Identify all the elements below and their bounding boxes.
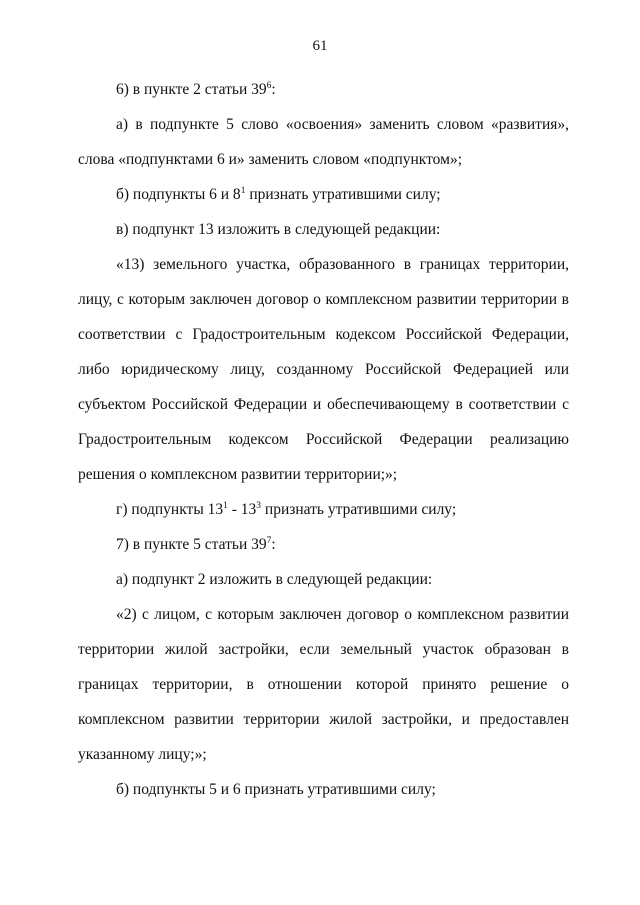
item-6b-paragraph: б) подпункты 6 и $8^1$ признать утратившими силу; [116, 186, 441, 203]
page-number: 61 [312, 38, 328, 54]
document-body [78, 72, 569, 807]
item-6-heading: 6) в пункте 2 статьи $39^6$: [116, 81, 276, 98]
item-7a-paragraph: а) подпункт 2 изложить в следующей редакции: [116, 571, 433, 588]
item-6a-paragraph: а) в подпункте 5 слово «освоения» заменить словом «развития», слова «подпунктами 6 и» заменить словом «подпунктом»; [78, 116, 569, 168]
item-7b-paragraph: б) подпункты 5 и 6 признать утратившими силу; [116, 781, 436, 798]
superscript: 6 [266, 81, 272, 91]
item-6g-paragraph: г) подпункты $13^1 - 13^3$ признать утратившими силу; [116, 501, 457, 518]
quoted-subitem-13: «13) земельного участка, образованного в границах территории, лицу, с которым заключен договор о комплексном развитии территории в соответствии с Градостроительным кодексом Российской Федерации, либо юридическому лицу, созданному Российской Федерацией или субъектом Российской Федерации и обеспечивающему в соответствии с Градостроительным кодексом Российской Федерации реализацию решения о комплексном развитии территории;»; [78, 256, 569, 483]
superscript: 1 [240, 186, 246, 196]
item-7-heading: 7) в пункте 5 статьи $39^7$: [116, 536, 276, 553]
quoted-subitem-2: «2) с лицом, с которым заключен договор о комплексном развитии территории жилой застройки, если земельный участок образован в границах территории, в отношении которой принято решение о комплексном развитии территории жилой застройки, и предоставлен указанному лицу;»; [78, 606, 569, 763]
superscript: 3 [256, 501, 262, 511]
superscript: 1 [223, 501, 228, 511]
item-6v-paragraph: в) подпункт 13 изложить в следующей редакции: [116, 221, 441, 238]
superscript: 7 [266, 536, 272, 546]
